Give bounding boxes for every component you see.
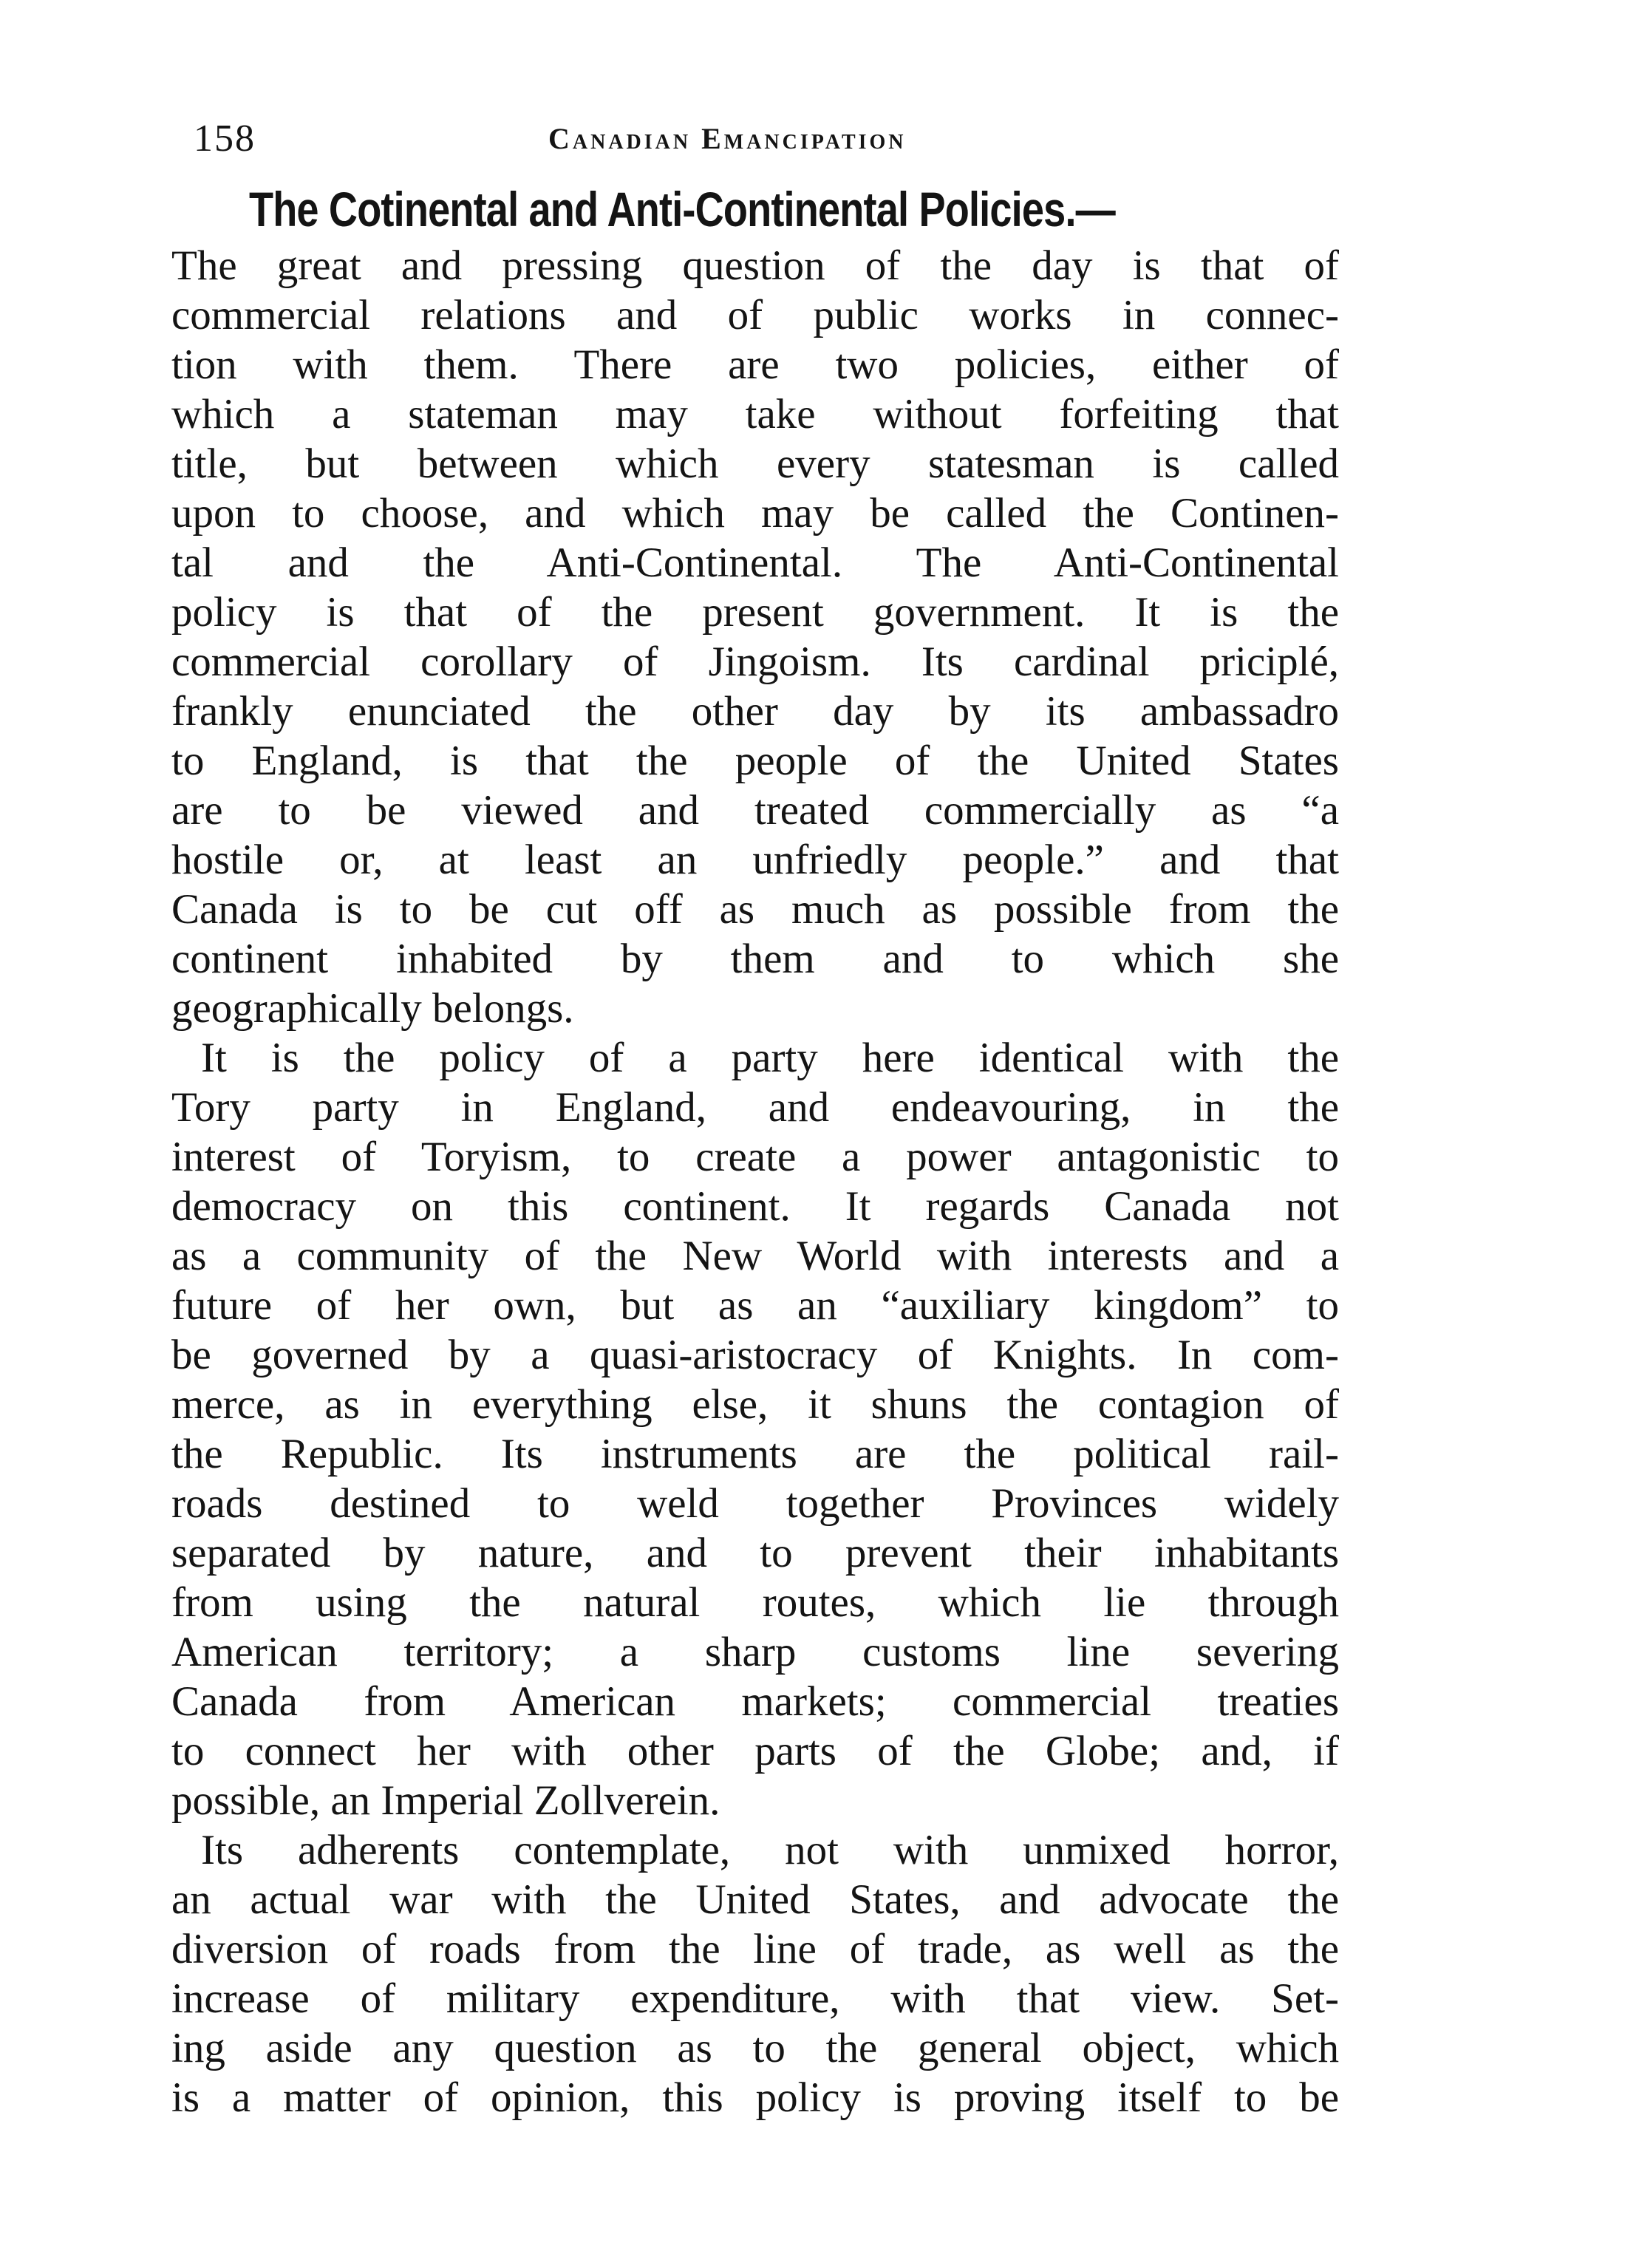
text-line: is a matter of opinion, this policy is proving itself to be xyxy=(171,2074,1339,2121)
text-line: Canada from American markets; commercial treaties xyxy=(171,1678,1339,1725)
text-line: commercial corollary of Jingoism. Its cardinal priciplé, xyxy=(171,638,1339,685)
text-line: It is the policy of a party here identical with the xyxy=(201,1035,1339,1081)
text-line: diversion of roads from the line of trade, as well as the xyxy=(171,1926,1339,1972)
text-line: American territory; a sharp customs line severing xyxy=(171,1629,1339,1675)
text-line: tal and the Anti-Continental. The Anti-Continental xyxy=(171,539,1339,586)
text-line: from using the natural routes, which lie through xyxy=(171,1579,1339,1626)
text-line: an actual war with the United States, and advocate the xyxy=(171,1876,1339,1923)
text-line: are to be viewed and treated commercially as “a xyxy=(171,787,1339,834)
paragraph-2 xyxy=(171,1033,1339,1825)
text-line: upon to choose, and which may be called the Continen- xyxy=(171,490,1339,537)
text-line: future of her own, but as an “auxiliary kingdom” to xyxy=(171,1282,1339,1329)
paragraph-1 xyxy=(171,241,1339,1033)
text-line: policy is that of the present government. It is the xyxy=(171,589,1339,636)
page-header xyxy=(194,109,1346,168)
body-text xyxy=(171,177,1339,2122)
text-line: frankly enunciated the other day by its ambassadro xyxy=(171,688,1339,735)
text-line: democracy on this continent. It regards Canada not xyxy=(171,1183,1339,1230)
text-line: which a stateman may take without forfeiting that xyxy=(171,391,1339,437)
text-line: interest of Toryism, to create a power antagonistic to xyxy=(171,1134,1339,1180)
text-line: roads destined to weld together Provinces widely xyxy=(171,1480,1339,1527)
text-line: to connect her with other parts of the Globe; and, if xyxy=(171,1728,1339,1774)
running-head: Canadian Emancipation xyxy=(548,122,907,155)
text-line: continent inhabited by them and to which she xyxy=(171,936,1339,982)
text-line: geographically belongs. xyxy=(171,985,574,1032)
text-line: Canada is to be cut off as much as possible from the xyxy=(171,886,1339,933)
text-line: Tory party in England, and endeavouring, in the xyxy=(171,1084,1339,1131)
paragraph-3 xyxy=(171,1825,1339,2122)
text-line: possible, an Imperial Zollverein. xyxy=(171,1777,720,1824)
text-line: merce, as in everything else, it shuns the contagion of xyxy=(171,1381,1339,1428)
text-line: to England, is that the people of the United States xyxy=(171,738,1339,784)
text-line: separated by nature, and to prevent their inhabitants xyxy=(171,1530,1339,1576)
section-heading: The Cotinental and Anti-Continental Policies.— xyxy=(248,182,1115,236)
text-line: title, but between which every statesman is called xyxy=(171,440,1339,487)
text-line: be governed by a quasi-aristocracy of Knights. In com- xyxy=(171,1332,1339,1378)
text-line: tion with them. There are two policies, either of xyxy=(171,341,1339,388)
text-line: hostile or, at least an unfriedly people.” and that xyxy=(171,837,1339,883)
text-line: Its adherents contemplate, not with unmixed horror, xyxy=(201,1827,1339,1873)
text-line: commercial relations and of public works in connec- xyxy=(171,292,1339,338)
text-line: The great and pressing question of the day is that of xyxy=(171,242,1339,289)
text-line: increase of military expenditure, with that view. Set- xyxy=(171,1975,1339,2022)
text-line: the Republic. Its instruments are the political rail- xyxy=(171,1431,1339,1477)
text-line: as a community of the New World with interests and a xyxy=(171,1233,1339,1279)
page-number: 158 xyxy=(194,118,256,160)
text-line: ing aside any question as to the general object, which xyxy=(171,2025,1339,2071)
